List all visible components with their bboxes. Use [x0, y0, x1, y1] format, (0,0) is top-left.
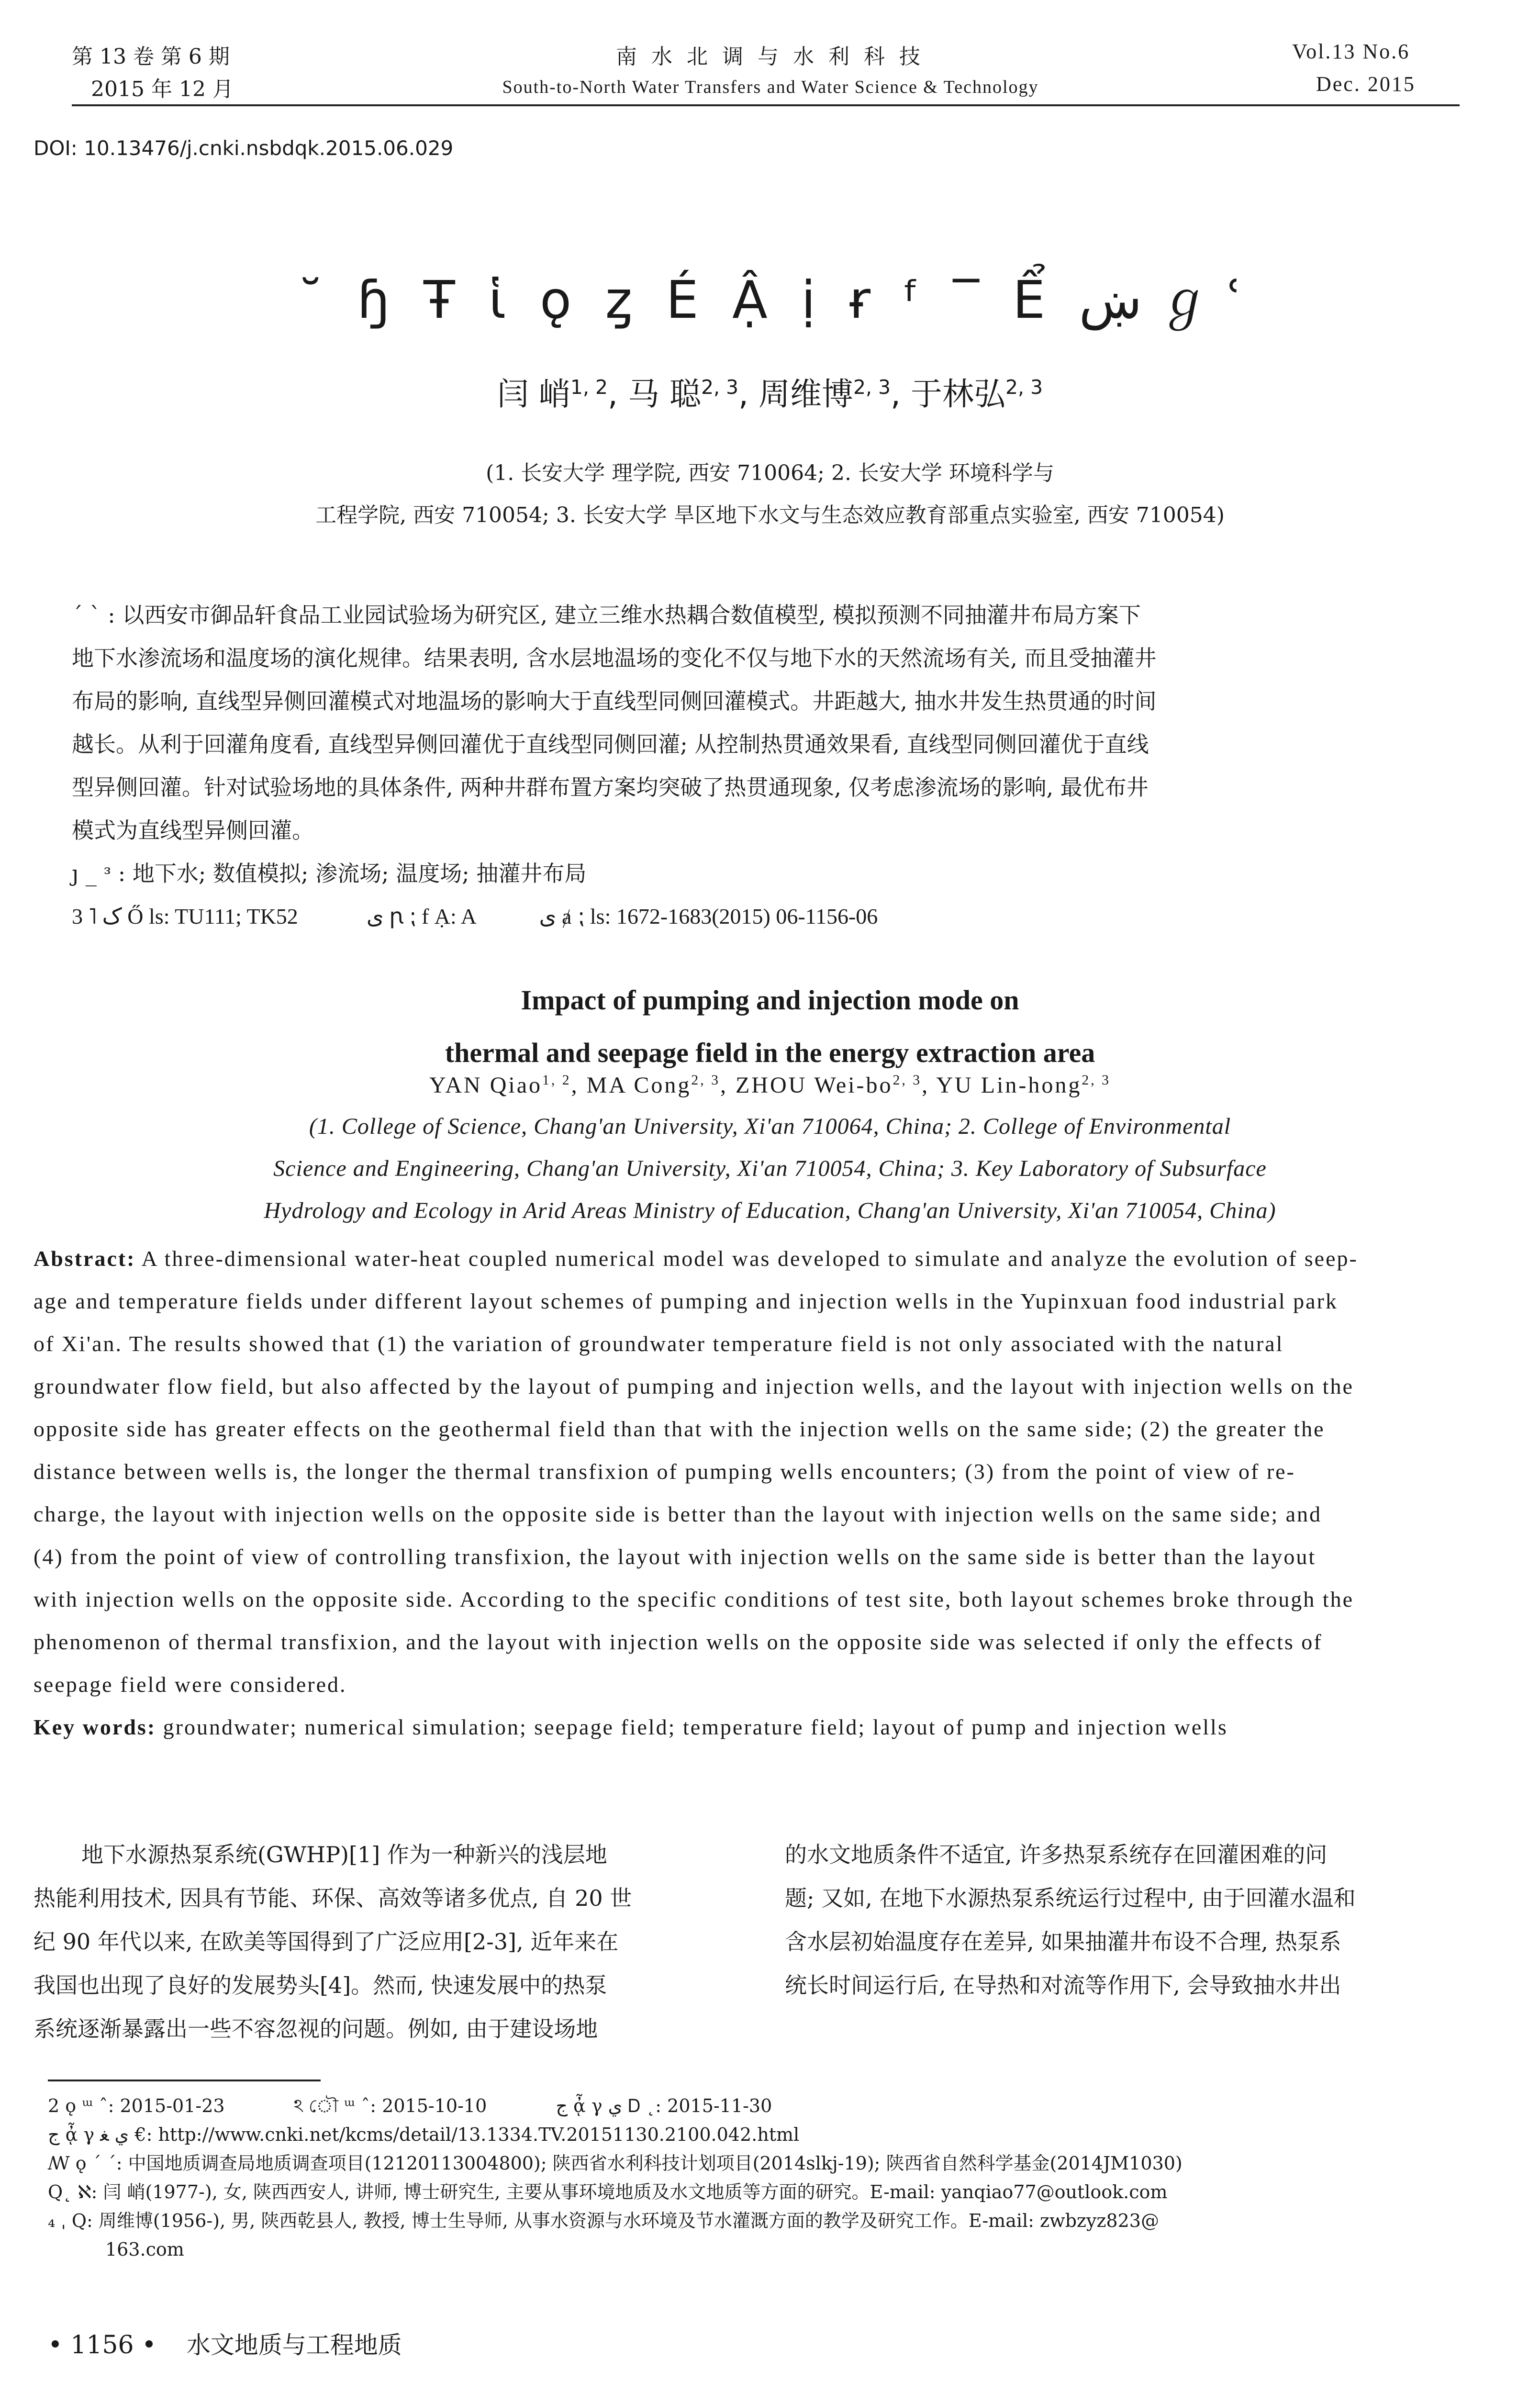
- header-date-cn: 2015 年 12 月: [91, 77, 234, 101]
- footer-journal: 水文地质与工程地质: [186, 2331, 402, 2359]
- affiliation-en: (1. College of Science, Chang'an University, Xi'an 710064, China; 2. College of Environmental Science and Engineering, Chang'an University, Xi'an 710054, China; 3. Key Laboratory of Subsurface Hydrology and Ecology in Arid Areas Ministry of Education, Chang'an University, Xi'an 710054, China): [264, 1114, 1276, 1223]
- authors-cn: 闫 峭$^{1, 2}$, 马 聪$^{2, 3}$, 周维博$^{2, 3}$, 于林弘$^{2, 3}$: [497, 376, 1043, 413]
- classification-line: 3 ˥ ک Ő ls: TU111; TK52 ى ꞃ ⁏ f Ạ: A ى ⱥ ⁏ ls: 1672-1683(2015) 06-1156-06: [72, 904, 878, 928]
- body-column-right: 的水文地质条件不适宜, 许多热泵系统存在回灌困难的问 题; 又如, 在地下水源热泵系统运行过程中, 由于回灌水温和 含水层初始温度存在差异, 如果抽灌井布设不合理, 热泵系 统长时间运行后, 在导热和对流等作用下, 会导致抽水井出: [785, 1842, 1356, 1998]
- keywords-cn: ȷ _ ᵌ : 地下水; 数值模拟; 渗流场; 温度场; 抽灌井布局: [72, 861, 587, 886]
- affiliation-cn-line: (1. 长安大学 理学院, 西安 710064; 2. 长安大学 环境科学与: [486, 461, 1054, 485]
- page-footer: [48, 2326, 402, 2360]
- author-cn-3: 周维博: [758, 376, 853, 413]
- footer-bullet: •: [142, 2331, 156, 2359]
- footnote-corresponding: ₄ ˌ Q: 周维博(1956-), 男, 陕西乾县人, 教授, 博士生导师, 从事水资源与水环境及节水灌溉方面的教学及研究工作。E-mail: zwbzyz823@: [48, 2210, 1159, 2231]
- affiliation-cn: [0, 452, 1540, 537]
- header-date-en: Dec. 2015: [1316, 72, 1416, 96]
- abstract-cn: ˊ ˋ : 以西安市御品轩食品工业园试验场为研究区, 建立三维水热耦合数值模型, 模拟预测不同抽灌井布局方案下 地下水渗流场和温度场的演化规律。结果表明, 含水层地温场的变化不仅与地下水的天然流场有关, 而且受抽灌井 布局的影响, 直线型异侧回灌模式对地温场的影响大于直线型同侧回灌模式。井距越大, 抽水井发生热贯通的时间 越长。从利于回灌角度看, 直线型异侧回灌优于直线型同侧回灌; 从控制热贯通效果看, 直线型同侧回灌优于直线 型异侧回灌。针对试验场地的具体条件, 两种井群布置方案均突破了热贯通现象, 仅考虑渗流场的影响, 最优布井 模式为直线型异侧回灌。 ȷ _ ᵌ : 地下水; 数值模拟; 渗流场; 温度场; 抽灌井布局 3 ˥ ک Ő ls: TU111; TK52 ى ꞃ ⁏ f Ạ: A ى ⱥ ⁏ ls: 1672-1683(2015) 06-1156-06: [72, 593, 1431, 938]
- title-cn: ˘ ɧ Ŧ ἱ ǫ ȥ É Ậ ị ɍ ᶠ ‾ Ể ښ ℊ ʿ: [297, 270, 1243, 330]
- doi: DOI: 10.13476/j.cnki.nsbdqk.2015.06.029: [33, 136, 454, 160]
- author-en-1: YAN Qiao: [429, 1073, 543, 1098]
- header-vol-en: Vol.13 No.6: [1292, 40, 1410, 63]
- header-journal-en: South-to-North Water Transfers and Water Science & Technology: [502, 77, 1039, 97]
- footnote-author-bio: Q˛ ℵ: 闫 峭(1977-), 女, 陕西西安人, 讲师, 博士研究生, 主要从事环境地质及水文地质等方面的研究。E-mail: yanqiao77@outlook.com: [48, 2181, 1168, 2203]
- footnote-rule: [48, 2080, 321, 2081]
- author-en-4: YU Lin-hong: [936, 1073, 1082, 1098]
- footer-bullet: •: [48, 2331, 63, 2359]
- affiliation-cn-line: 工程学院, 西安 710054; 3. 长安大学 旱区地下水文与生态效应教育部重点实验室, 西安 710054): [315, 503, 1225, 527]
- authors-en: YAN Qiao$^{1, 2}$, MA Cong$^{2, 3}$, ZHOU Wei-bo$^{2, 3}$, YU Lin-hong$^{2, 3}$: [429, 1072, 1111, 1098]
- keywords-en-label: Key words:: [33, 1715, 156, 1739]
- keywords-en: Key words: groundwater; numerical simulation; seepage field; temperature field; layout of pump and injection wells: [33, 1715, 1228, 1739]
- title-en: Impact of pumping and injection mode on thermal and seepage field in the energy extraction area: [445, 984, 1095, 1068]
- author-cn-4: 于林弘: [911, 376, 1005, 413]
- abstract-en: Abstract: A three-dimensional water-heat coupled numerical model was developed to simulate and analyze the evolution of seep- age and temperature fields under different layout schemes of pumping and injection wells in the Yupinxuan food industrial park of Xi'an. The results showed that (1) the variation of groundwater temperature field is not only associated with the natural groundwater flow field, but also affected by the layout of pumping and injection wells, and the layout with injection wells on the opposite side has greater effects on the geothermal field than that with the injection wells on the same side; (2) the greater the distance between wells is, the longer the thermal transfixion of pumping wells encounters; (3) from the point of view of re- charge, the layout with injection wells on the opposite side is better than the layout with injection wells on the same side; and (4) from the point of view of controlling transfixion, the layout with injection wells on the same side is better than the layout with injection wells on the opposite side. According to the specific conditions of test site, both layout schemes broke through the phenomenon of thermal transfixion, and the layout with injection wells on the opposite side was selected if only the effects of seepage field were considered. Key words: groundwater; numerical simulation; seepage field; temperature field; layout of pump and injection wells: [33, 1237, 1488, 1748]
- page-number: 1156: [70, 2331, 134, 2359]
- header-volume-issue: 第 13 卷 第 6 期: [72, 45, 230, 69]
- body-column-left: 地下水源热泵系统(GWHP)[1] 作为一种新兴的浅层地 热能利用技术, 因具有节能、环保、高效等诸多优点, 自 20 世 纪 90 年代以来, 在欧美等国得到了广泛应用[2-3], 近年来在 我国也出现了良好的发展势头[4]。然而, 快速发展中的热泵 系统逐渐暴露出一些不容忽视的问题。例如, 由于建设场地: [33, 1842, 632, 2042]
- abstract-cn-label: ˊ ˋ: [72, 602, 101, 628]
- footnotes: 2 ǫ ᵚ ˆ: 2015-01-23 ঽ ৌ ᵚ ˆ: 2015-10-10 ج ᾆ γ ي Ꭰ ˛: 2015-11-30 ج ᾆ γ ي ﻐ €: http://www.cnki.net/kcms/detail/13.1334.TV.20151130.2100.042.html ꟿ ǫ ˊ ˊ: 中国地质调查局地质调查项目(12120113004800); 陕西省水利科技计划项目(2014slkj-19); 陕西省自然科学基金(2014JM1030) Q˛ ℵ: 闫 峭(1977-), 女, 陕西西安人, 讲师, 博士研究生, 主要从事环境地质及水文地质等方面的研究。E-mail: yanqiao77@outlook.com ₄ ˌ Q: 周维博(1956-), 男, 陕西乾县人, 教授, 博士生导师, 从事水资源与水环境及节水灌溉方面的教学及研究工作。E-mail: zwbzyz823@ 163.com: [48, 2091, 1484, 2264]
- abstract-en-label: Abstract:: [33, 1246, 136, 1271]
- footnote-funding: ꟿ ǫ ˊ ˊ: 中国地质调查局地质调查项目(12120113004800); 陕西省水利科技计划项目(2014slkj-19); 陕西省自然科学基金(2014JM1030): [48, 2153, 1183, 2174]
- footnote-url: ج ᾆ γ ي ﻐ €: http://www.cnki.net/kcms/detail/13.1334.TV.20151130.2100.042.html: [48, 2124, 800, 2145]
- author-cn-1: 闫 峭: [497, 376, 570, 413]
- keywords-cn-label: ȷ _ ᵌ: [72, 861, 112, 886]
- header-rule: [72, 104, 1460, 106]
- footnote-dates: 2 ǫ ᵚ ˆ: 2015-01-23 ঽ ৌ ᵚ ˆ: 2015-10-10 ج ᾆ γ ي Ꭰ ˛: 2015-11-30: [48, 2095, 772, 2116]
- author-en-3: ZHOU Wei-bo: [735, 1073, 893, 1098]
- author-en-2: MA Cong: [586, 1073, 692, 1098]
- author-cn-2: 马 聪: [627, 376, 701, 413]
- header-journal-cn: 南 水 北 调 与 水 利 科 技: [616, 45, 924, 69]
